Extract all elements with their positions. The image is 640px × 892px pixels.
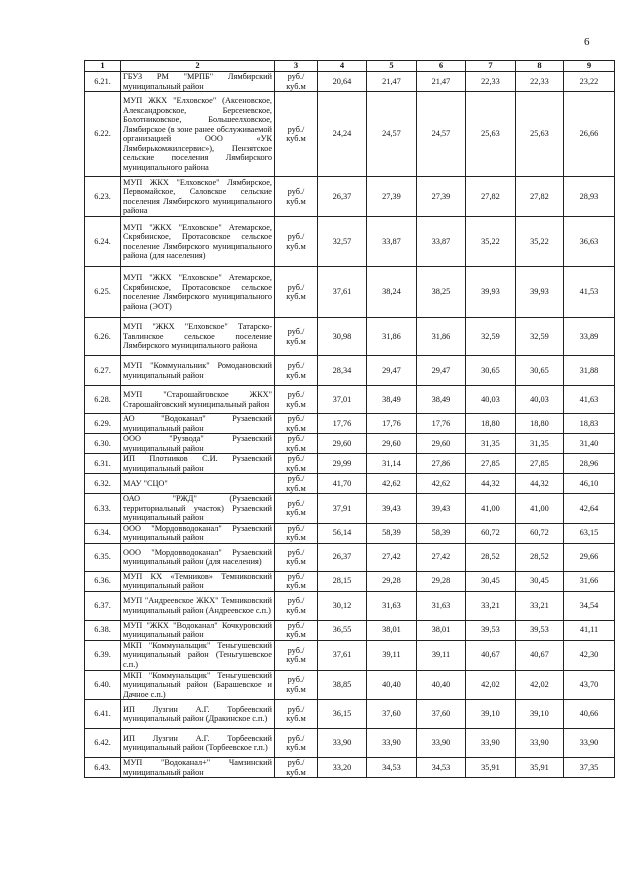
tariff-value-cell: 58,39	[367, 523, 417, 543]
tariff-value-cell: 38,85	[318, 670, 367, 700]
tariff-value-cell: 31,35	[466, 434, 516, 454]
row-number-cell: 6.22.	[85, 92, 121, 177]
tariff-table	[84, 60, 615, 778]
row-number-cell: 6.23.	[85, 177, 121, 217]
tariff-value-cell: 40,67	[516, 640, 564, 670]
tariff-value-cell: 25,63	[516, 92, 564, 177]
organization-name-cell: ООО "Мордовводоканал" Рузаевский муниципальный район (для населения)	[121, 543, 275, 571]
unit-cell: руб./ куб.м	[275, 454, 318, 474]
tariff-value-cell: 18,80	[466, 414, 516, 434]
tariff-value-cell: 38,49	[417, 386, 466, 414]
tariff-value-cell: 20,64	[318, 72, 367, 92]
row-number-cell: 6.36.	[85, 571, 121, 591]
organization-name-cell: МУП "Старошайговское ЖКХ" Старошайговский муниципальный район	[121, 386, 275, 414]
tariff-value-cell: 30,45	[466, 571, 516, 591]
tariff-value-cell: 42,30	[564, 640, 615, 670]
row-number-cell: 6.30.	[85, 434, 121, 454]
column-header-8: 8	[516, 61, 564, 72]
tariff-value-cell: 22,33	[516, 72, 564, 92]
table-row	[85, 523, 615, 543]
tariff-value-cell: 30,65	[466, 356, 516, 386]
tariff-value-cell: 40,03	[466, 386, 516, 414]
tariff-value-cell: 32,57	[318, 217, 367, 267]
tariff-value-cell: 33,90	[564, 729, 615, 758]
row-number-cell: 6.43.	[85, 758, 121, 778]
tariff-value-cell: 24,24	[318, 92, 367, 177]
tariff-value-cell: 37,60	[417, 700, 466, 729]
tariff-value-cell: 39,53	[516, 620, 564, 640]
tariff-value-cell: 29,99	[318, 454, 367, 474]
tariff-value-cell: 39,10	[466, 700, 516, 729]
tariff-value-cell: 29,28	[417, 571, 466, 591]
tariff-value-cell: 37,60	[367, 700, 417, 729]
organization-name-cell: ГБУЗ РМ "МРПБ" Лямбирский муниципальный район	[121, 72, 275, 92]
tariff-value-cell: 34,54	[564, 591, 615, 620]
organization-name-cell: МУП "ЖКХ "Елховское" Атемарское, Скрябинское, Протасовское сельское поселение Лямбирского муниципального района (ЭОТ)	[121, 267, 275, 318]
tariff-value-cell: 30,12	[318, 591, 367, 620]
tariff-value-cell: 46,10	[564, 474, 615, 494]
tariff-value-cell: 31,86	[367, 318, 417, 356]
tariff-value-cell: 33,90	[417, 729, 466, 758]
table-row	[85, 356, 615, 386]
tariff-value-cell: 60,72	[466, 523, 516, 543]
row-number-cell: 6.33.	[85, 494, 121, 524]
tariff-value-cell: 38,01	[417, 620, 466, 640]
tariff-value-cell: 29,28	[367, 571, 417, 591]
tariff-value-cell: 31,40	[564, 434, 615, 454]
tariff-value-cell: 30,45	[516, 571, 564, 591]
unit-cell: руб./ куб.м	[275, 494, 318, 524]
tariff-value-cell: 39,53	[466, 620, 516, 640]
table-row	[85, 729, 615, 758]
column-header-3: 3	[275, 61, 318, 72]
tariff-value-cell: 28,52	[516, 543, 564, 571]
row-number-cell: 6.32.	[85, 474, 121, 494]
tariff-value-cell: 17,76	[318, 414, 367, 434]
tariff-value-cell: 31,86	[417, 318, 466, 356]
table-row	[85, 700, 615, 729]
tariff-value-cell: 39,11	[367, 640, 417, 670]
tariff-value-cell: 33,90	[367, 729, 417, 758]
tariff-value-cell: 18,80	[516, 414, 564, 434]
tariff-value-cell: 23,22	[564, 72, 615, 92]
table-row	[85, 571, 615, 591]
tariff-value-cell: 34,53	[417, 758, 466, 778]
row-number-cell: 6.25.	[85, 267, 121, 318]
tariff-value-cell: 44,32	[466, 474, 516, 494]
tariff-value-cell: 42,62	[367, 474, 417, 494]
organization-name-cell: МУП "Водоканал+" Чамзинский муниципальный район	[121, 758, 275, 778]
tariff-value-cell: 40,66	[564, 700, 615, 729]
tariff-value-cell: 21,47	[367, 72, 417, 92]
tariff-value-cell: 39,10	[516, 700, 564, 729]
row-number-cell: 6.21.	[85, 72, 121, 92]
column-header-2: 2	[121, 61, 275, 72]
table-row	[85, 92, 615, 177]
organization-name-cell: МКП "Коммунальщик" Теньгушевский муниципальный район (Теньгушевское с.п.)	[121, 640, 275, 670]
tariff-value-cell: 26,37	[318, 177, 367, 217]
unit-cell: руб./ куб.м	[275, 571, 318, 591]
page-number: 6	[584, 36, 590, 48]
unit-cell: руб./ куб.м	[275, 356, 318, 386]
unit-cell: руб./ куб.м	[275, 177, 318, 217]
table-row	[85, 72, 615, 92]
tariff-value-cell: 37,35	[564, 758, 615, 778]
tariff-value-cell: 28,96	[564, 454, 615, 474]
organization-name-cell: МУП "ЖКХ "Елховское" Атемарское, Скрябинское, Протасовское сельское поселение Лямбирского муниципального района (для населения)	[121, 217, 275, 267]
tariff-value-cell: 27,42	[417, 543, 466, 571]
organization-name-cell: МУП ЖКХ "Елховское" Лямбирское, Первомайское, Саловское сельские поселения Лямбирского муниципального района	[121, 177, 275, 217]
tariff-value-cell: 37,91	[318, 494, 367, 524]
organization-name-cell: МУП ЖКХ "Елховское" (Аксеновское, Александровское, Берсеневское, Болотниковское, Большеелховское, Лямбирское (в зоне ранее обслуживаемой организацией ООО «УК Лямбирькомжилсервис»), Пензятское сельские поселения Лямбирского муниципального района	[121, 92, 275, 177]
organization-name-cell: МУП "Андреевское ЖКХ" Темниковский муниципальный район (Андреевское с.п.)	[121, 591, 275, 620]
column-header-1: 1	[85, 61, 121, 72]
table-row	[85, 620, 615, 640]
tariff-value-cell: 33,21	[466, 591, 516, 620]
organization-name-cell: МУП "ЖКХ "Водоканал" Кочкуровский муниципальный район	[121, 620, 275, 640]
tariff-value-cell: 27,85	[466, 454, 516, 474]
table-row	[85, 670, 615, 700]
column-header-9: 9	[564, 61, 615, 72]
unit-cell: руб./ куб.м	[275, 434, 318, 454]
table-row	[85, 217, 615, 267]
unit-cell: руб./ куб.м	[275, 267, 318, 318]
unit-cell: руб./ куб.м	[275, 700, 318, 729]
tariff-value-cell: 41,70	[318, 474, 367, 494]
row-number-cell: 6.40.	[85, 670, 121, 700]
table-row	[85, 414, 615, 434]
row-number-cell: 6.37.	[85, 591, 121, 620]
tariff-value-cell: 27,39	[417, 177, 466, 217]
tariff-value-cell: 33,89	[564, 318, 615, 356]
tariff-value-cell: 38,01	[367, 620, 417, 640]
tariff-value-cell: 37,61	[318, 267, 367, 318]
tariff-value-cell: 60,72	[516, 523, 564, 543]
row-number-cell: 6.41.	[85, 700, 121, 729]
unit-cell: руб./ куб.м	[275, 414, 318, 434]
tariff-value-cell: 27,82	[466, 177, 516, 217]
tariff-value-cell: 24,57	[367, 92, 417, 177]
column-header-7: 7	[466, 61, 516, 72]
row-number-cell: 6.39.	[85, 640, 121, 670]
tariff-value-cell: 39,93	[466, 267, 516, 318]
tariff-value-cell: 30,98	[318, 318, 367, 356]
column-header-4: 4	[318, 61, 367, 72]
row-number-cell: 6.42.	[85, 729, 121, 758]
table-body	[85, 72, 615, 778]
tariff-value-cell: 37,01	[318, 386, 367, 414]
organization-name-cell: МУП КХ «Темников» Темниковский муниципальный район	[121, 571, 275, 591]
tariff-value-cell: 26,66	[564, 92, 615, 177]
tariff-value-cell: 43,70	[564, 670, 615, 700]
row-number-cell: 6.35.	[85, 543, 121, 571]
tariff-value-cell: 28,93	[564, 177, 615, 217]
organization-name-cell: ОАО "РЖД" (Рузаевский территориальный участок) Рузаевский муниципальный район	[121, 494, 275, 524]
tariff-value-cell: 31,63	[417, 591, 466, 620]
organization-name-cell: АО "Водоканал" Рузаевский муниципальный район	[121, 414, 275, 434]
tariff-value-cell: 27,42	[367, 543, 417, 571]
tariff-value-cell: 17,76	[417, 414, 466, 434]
unit-cell: руб./ куб.м	[275, 523, 318, 543]
row-number-cell: 6.34.	[85, 523, 121, 543]
tariff-value-cell: 58,39	[417, 523, 466, 543]
tariff-value-cell: 21,47	[417, 72, 466, 92]
tariff-value-cell: 30,65	[516, 356, 564, 386]
tariff-value-cell: 31,35	[516, 434, 564, 454]
unit-cell: руб./ куб.м	[275, 92, 318, 177]
table-row	[85, 454, 615, 474]
tariff-value-cell: 26,37	[318, 543, 367, 571]
tariff-value-cell: 41,53	[564, 267, 615, 318]
unit-cell: руб./ куб.м	[275, 758, 318, 778]
tariff-value-cell: 41,63	[564, 386, 615, 414]
tariff-value-cell: 36,63	[564, 217, 615, 267]
tariff-value-cell: 44,32	[516, 474, 564, 494]
tariff-value-cell: 41,00	[466, 494, 516, 524]
tariff-value-cell: 38,49	[367, 386, 417, 414]
organization-name-cell: МУП "ЖКХ "Елховское" Татарско-Тавлинское сельское поселение Лямбирского муниципального района	[121, 318, 275, 356]
table-row	[85, 267, 615, 318]
table-row	[85, 758, 615, 778]
tariff-value-cell: 33,20	[318, 758, 367, 778]
organization-name-cell: ИП Плотников С.И. Рузаевский муниципальный район	[121, 454, 275, 474]
tariff-value-cell: 32,59	[466, 318, 516, 356]
tariff-value-cell: 28,15	[318, 571, 367, 591]
tariff-value-cell: 40,67	[466, 640, 516, 670]
table-row	[85, 494, 615, 524]
tariff-value-cell: 33,21	[516, 591, 564, 620]
tariff-value-cell: 40,40	[367, 670, 417, 700]
table-row	[85, 640, 615, 670]
unit-cell: руб./ куб.м	[275, 72, 318, 92]
tariff-value-cell: 29,60	[318, 434, 367, 454]
tariff-value-cell: 33,90	[516, 729, 564, 758]
tariff-value-cell: 28,52	[466, 543, 516, 571]
tariff-value-cell: 27,86	[417, 454, 466, 474]
tariff-value-cell: 63,15	[564, 523, 615, 543]
organization-name-cell: ИП Лузгин А.Г. Торбеевский муниципальный район (Дракинское с.п.)	[121, 700, 275, 729]
tariff-value-cell: 22,33	[466, 72, 516, 92]
tariff-value-cell: 36,15	[318, 700, 367, 729]
tariff-value-cell: 33,90	[466, 729, 516, 758]
organization-name-cell: МУП "Коммунальник" Ромодановский муниципальный район	[121, 356, 275, 386]
tariff-value-cell: 27,39	[367, 177, 417, 217]
tariff-value-cell: 29,66	[564, 543, 615, 571]
unit-cell: руб./ куб.м	[275, 318, 318, 356]
tariff-value-cell: 39,43	[367, 494, 417, 524]
table-row	[85, 386, 615, 414]
tariff-value-cell: 38,24	[367, 267, 417, 318]
tariff-value-cell: 35,91	[516, 758, 564, 778]
tariff-value-cell: 35,91	[466, 758, 516, 778]
organization-name-cell: МКП "Коммунальщик" Теньгушевский муниципальный район (Барашевское и Дачное с.п.)	[121, 670, 275, 700]
tariff-value-cell: 39,11	[417, 640, 466, 670]
organization-name-cell: ООО "Рузвода" Рузаевский муниципальный район	[121, 434, 275, 454]
tariff-value-cell: 28,34	[318, 356, 367, 386]
tariff-value-cell: 37,61	[318, 640, 367, 670]
unit-cell: руб./ куб.м	[275, 386, 318, 414]
organization-name-cell: МАУ "СЦО"	[121, 474, 275, 494]
tariff-value-cell: 29,60	[417, 434, 466, 454]
tariff-value-cell: 40,40	[417, 670, 466, 700]
tariff-value-cell: 35,22	[516, 217, 564, 267]
tariff-value-cell: 56,14	[318, 523, 367, 543]
tariff-value-cell: 39,43	[417, 494, 466, 524]
tariff-value-cell: 35,22	[466, 217, 516, 267]
tariff-value-cell: 29,47	[417, 356, 466, 386]
tariff-value-cell: 33,87	[367, 217, 417, 267]
column-header-6: 6	[417, 61, 466, 72]
row-number-cell: 6.38.	[85, 620, 121, 640]
unit-cell: руб./ куб.м	[275, 640, 318, 670]
tariff-value-cell: 33,90	[318, 729, 367, 758]
tariff-value-cell: 41,00	[516, 494, 564, 524]
tariff-value-cell: 42,64	[564, 494, 615, 524]
unit-cell: руб./ куб.м	[275, 729, 318, 758]
tariff-value-cell: 32,59	[516, 318, 564, 356]
table-row	[85, 591, 615, 620]
organization-name-cell: ООО "Мордовводоканал" Рузаевский муниципальный район	[121, 523, 275, 543]
tariff-value-cell: 36,55	[318, 620, 367, 640]
tariff-value-cell: 39,93	[516, 267, 564, 318]
organization-name-cell: ИП Лузгин А.Г. Торбеевский муниципальный район (Торбеевское г.п.)	[121, 729, 275, 758]
table-row	[85, 318, 615, 356]
row-number-cell: 6.26.	[85, 318, 121, 356]
table-row	[85, 434, 615, 454]
tariff-value-cell: 34,53	[367, 758, 417, 778]
row-number-cell: 6.27.	[85, 356, 121, 386]
row-number-cell: 6.29.	[85, 414, 121, 434]
tariff-value-cell: 25,63	[466, 92, 516, 177]
unit-cell: руб./ куб.м	[275, 217, 318, 267]
tariff-value-cell: 27,82	[516, 177, 564, 217]
unit-cell: руб./ куб.м	[275, 670, 318, 700]
row-number-cell: 6.28.	[85, 386, 121, 414]
unit-cell: руб./ куб.м	[275, 620, 318, 640]
tariff-value-cell: 31,63	[367, 591, 417, 620]
tariff-value-cell: 27,85	[516, 454, 564, 474]
tariff-value-cell: 38,25	[417, 267, 466, 318]
tariff-value-cell: 33,87	[417, 217, 466, 267]
table-header-row	[85, 61, 615, 72]
tariff-value-cell: 42,02	[516, 670, 564, 700]
unit-cell: руб./ куб.м	[275, 543, 318, 571]
unit-cell: руб./ куб.м	[275, 474, 318, 494]
table-row	[85, 543, 615, 571]
tariff-value-cell: 31,66	[564, 571, 615, 591]
unit-cell: руб./ куб.м	[275, 591, 318, 620]
tariff-value-cell: 42,02	[466, 670, 516, 700]
tariff-value-cell: 24,57	[417, 92, 466, 177]
tariff-value-cell: 29,47	[367, 356, 417, 386]
tariff-value-cell: 41,11	[564, 620, 615, 640]
tariff-value-cell: 40,03	[516, 386, 564, 414]
tariff-value-cell: 18,83	[564, 414, 615, 434]
table-row	[85, 177, 615, 217]
tariff-value-cell: 31,88	[564, 356, 615, 386]
tariff-value-cell: 31,14	[367, 454, 417, 474]
tariff-value-cell: 42,62	[417, 474, 466, 494]
column-header-5: 5	[367, 61, 417, 72]
tariff-value-cell: 17,76	[367, 414, 417, 434]
tariff-value-cell: 29,60	[367, 434, 417, 454]
table-row	[85, 474, 615, 494]
row-number-cell: 6.31.	[85, 454, 121, 474]
row-number-cell: 6.24.	[85, 217, 121, 267]
